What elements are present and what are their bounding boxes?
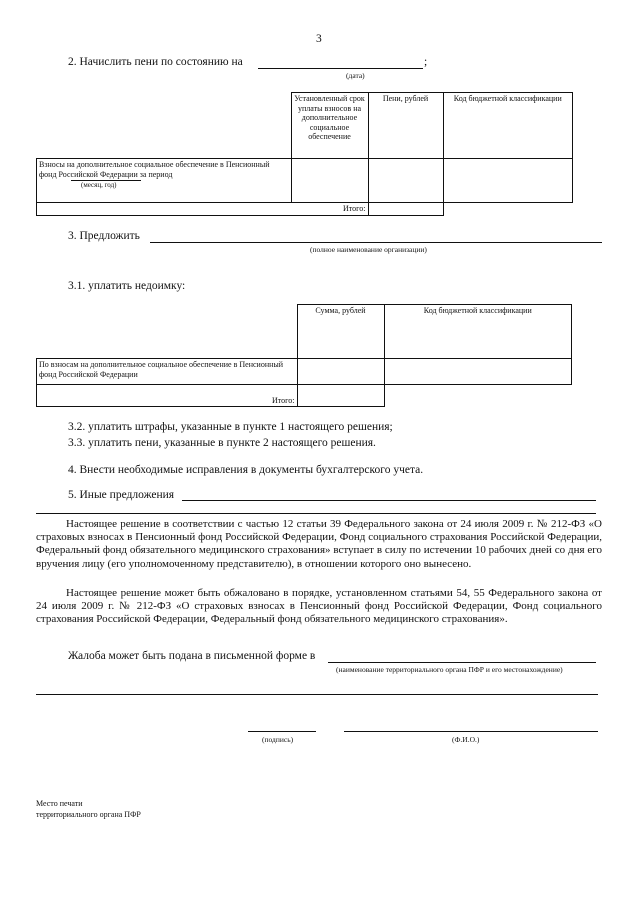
complaint-field-line-2[interactable] (36, 694, 598, 695)
semicolon: ; (424, 56, 428, 68)
section-4: 4. Внести необходимые исправления в документы бухгалтерского учета. (68, 464, 424, 476)
section-2-label: 2. Начислить пени по состоянию на (68, 56, 243, 68)
arrears-table (36, 304, 572, 407)
signature-line[interactable] (248, 731, 316, 732)
full-name-caption: (Ф.И.О.) (452, 735, 480, 744)
penalty-table-blank-header (37, 93, 292, 159)
arrears-total-label: Итого: (37, 385, 298, 407)
penalty-col-penalty: Пени, рублей (368, 93, 443, 159)
section-3-label: 3. Предложить (68, 230, 140, 242)
complaint-caption: (наименование территориального органа ПФР и его местонахождение) (336, 665, 563, 674)
arrears-col-sum: Сумма, рублей (297, 305, 384, 359)
penalty-cell-deadline[interactable] (291, 159, 368, 203)
stamp-line-2: территориального органа ПФР (36, 810, 141, 819)
arrears-total-empty (384, 385, 572, 407)
penalty-col-deadline: Установленный срок уплаты взносов на дополнительное социальное обеспечение (291, 93, 368, 159)
penalty-col-kbk: Код бюджетной классификации (443, 93, 573, 159)
penalty-total-label: Итого: (291, 203, 368, 216)
penalty-cell-kbk[interactable] (443, 159, 573, 203)
complaint-label: Жалоба может быть подана в письменной форме в (68, 650, 316, 662)
section-3-2: 3.2. уплатить штрафы, указанные в пункте 1 настоящего решения; (68, 421, 393, 433)
section-5-label: 5. Иные предложения (68, 489, 175, 501)
stamp-place (36, 798, 141, 820)
legal-paragraph-1: Настоящее решение в соответствии с частью 12 статьи 39 Федерального закона от 24 июля 2009 г. № 212-ФЗ «О страховых взносах в Пенсионный фонд Российской Федерации, Фонд социального страхования Российской Федерации, Федеральный фонд обязательного медицинского страхования» вступает в силу по истечении 10 рабочих дней со дня его вручения лицу (его уполномоченному представителю), в отношении которого оно вынесено. (36, 518, 602, 570)
arrears-row-label: По взносам на дополнительное социальное обеспечение в Пенсионный фонд Российской Федерации (37, 359, 298, 385)
penalty-row-label-cell (37, 159, 292, 203)
date-field-line[interactable] (258, 68, 423, 69)
other-proposals-line-2[interactable] (36, 513, 596, 514)
penalty-total-value[interactable] (368, 203, 443, 216)
section-3-3: 3.3. уплатить пени, указанные в пункте 2 настоящего решения. (68, 437, 376, 449)
arrears-total-value[interactable] (297, 385, 384, 407)
signature-caption: (подпись) (262, 735, 294, 744)
penalty-total-empty (443, 203, 573, 216)
legal-paragraph-2: Настоящее решение может быть обжаловано в порядке, установленном статьями 54, 55 Федерального закона от 24 июля 2009 г. № 212-ФЗ «О страховых взносах в Пенсионный фонд Российской Федерации, Фонд социального страхования Российской Федерации, Федеральный фонд обязательного медицинского страхования». (36, 587, 602, 626)
penalty-total-blank (37, 203, 292, 216)
complaint-field-line[interactable] (328, 662, 596, 663)
organization-field-line[interactable] (150, 242, 602, 243)
arrears-table-blank-header (37, 305, 298, 359)
section-3-1-label: 3.1. уплатить недоимку: (68, 280, 186, 292)
arrears-cell-sum[interactable] (297, 359, 384, 385)
organization-caption: (полное наименование организации) (310, 245, 427, 254)
other-proposals-line-1[interactable] (182, 500, 596, 501)
penalty-table (36, 92, 573, 216)
penalty-row-label: Взносы на дополнительное социальное обеспечение в Пенсионный фонд Российской Федерации за период (39, 160, 270, 179)
full-name-line[interactable] (344, 731, 598, 732)
penalty-cell-amount[interactable] (368, 159, 443, 203)
arrears-col-kbk: Код бюджетной классификации (384, 305, 572, 359)
page-number: 3 (316, 33, 322, 45)
arrears-cell-kbk[interactable] (384, 359, 572, 385)
period-caption: (месяц, год) (81, 181, 117, 189)
date-caption: (дата) (346, 71, 365, 80)
stamp-line-1: Место печати (36, 799, 83, 808)
